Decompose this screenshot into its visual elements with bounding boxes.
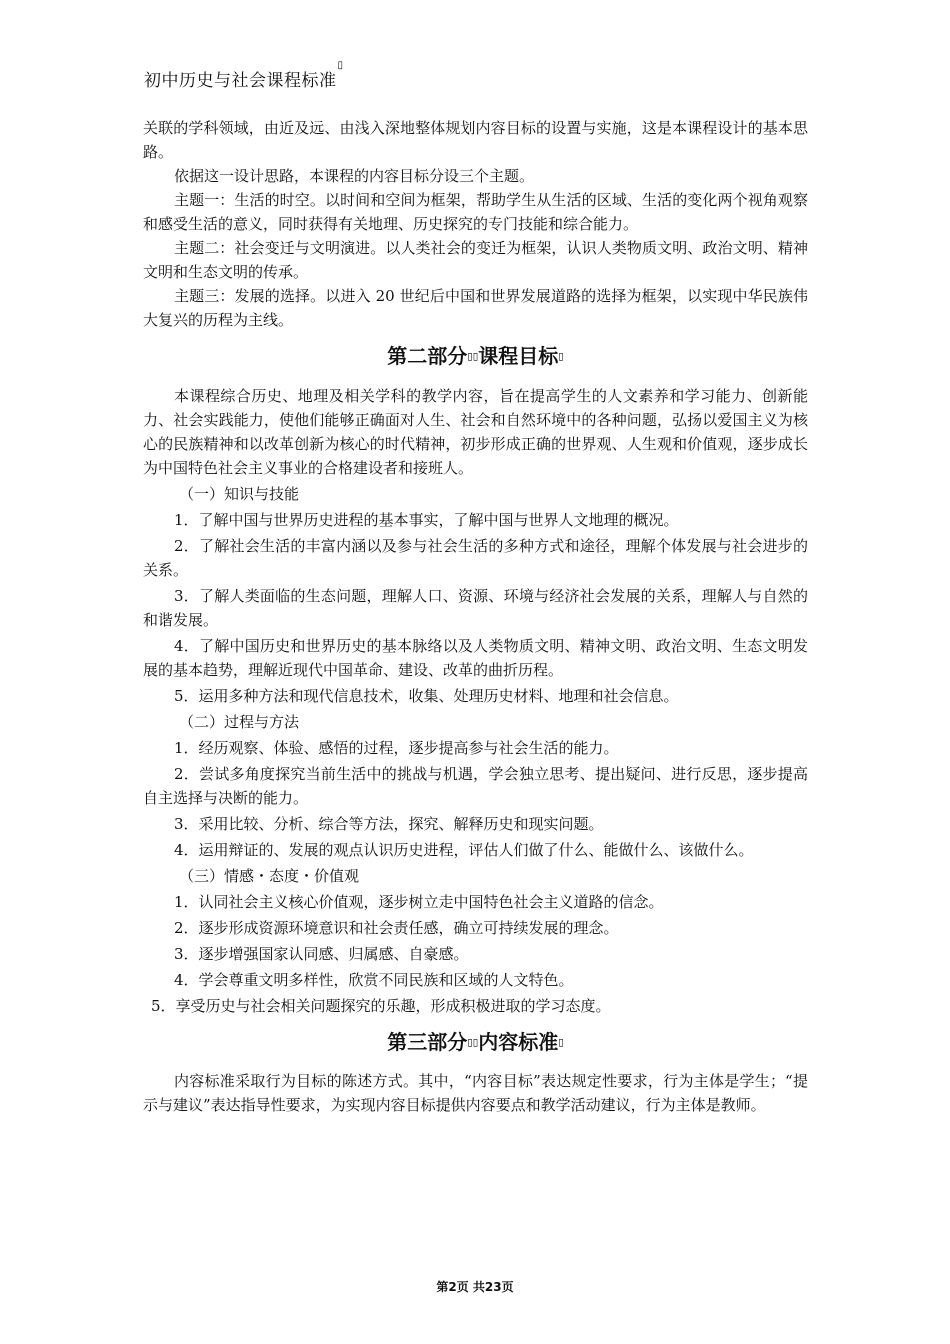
section3-separator: ▯▯	[467, 1037, 479, 1048]
header-title: 初中历史与社会课程标准	[144, 71, 337, 91]
section2-mark: ▯	[558, 351, 564, 363]
attitude-item-5: 5．享受历史与社会相关问题探究的乐趣，形成积极进取的学习态度。	[151, 996, 611, 1015]
subheading-knowledge-skills: （一）知识与技能	[179, 484, 300, 503]
attitude-item-1: 1．认同社会主义核心价值观，逐步树立走中国特色社会主义道路的信念。	[174, 892, 664, 911]
section2-name: 课程目标	[478, 344, 559, 368]
process-item-1: 1．经历观察、体验、感悟的过程，逐步提高参与社会生活的能力。	[174, 738, 619, 757]
page-footer: 第2页 共23页	[436, 1280, 514, 1294]
intro-paragraph-1: 关联的学科领域，由近及远、由浅入深地整体规划内容目标的设置与实施，这是本课程设计的基本思路。	[143, 119, 808, 161]
section2-intro: 本课程综合历史、地理及相关学科的教学内容，旨在提高学生的人文素养和学习能力、创新能力、社会实践能力，使他们能够正确面对人生、社会和自然环境中的各种问题，弘扬以爱国主义为核心的民族精神和以改革创新为核心的时代精神，初步形成正确的世界观、人生观和价值观，逐步成长为中国特色社会主义事业的合格建设者和接班人。	[143, 386, 808, 477]
knowledge-item-4: 4．了解中国历史和世界历史的基本脉络以及人类物质文明、精神文明、政治文明、生态文明发展的基本趋势，理解近现代中国革命、建设、改革的曲折历程。	[143, 636, 808, 679]
subheading-process-methods: （二）过程与方法	[179, 712, 300, 731]
attitude-item-2: 2．逐步形成资源环境意识和社会责任感，确立可持续发展的理念。	[174, 918, 619, 937]
knowledge-item-3: 3．了解人类面临的生态问题，理解人口、资源、环境与经济社会发展的关系，理解人与自然的和谐发展。	[143, 586, 808, 629]
section3-heading	[143, 1028, 808, 1058]
running-header	[144, 60, 344, 91]
knowledge-item-2: 2．了解社会生活的丰富内涵以及参与社会生活的多种方式和途径，理解个体发展与社会进步的关系。	[143, 536, 808, 579]
knowledge-item-1: 1．了解中国与世界历史进程的基本事实，了解中国与世界人文地理的概况。	[174, 510, 679, 529]
subheading-attitude-values: （三）情感・态度・价值观	[179, 866, 360, 885]
theme-two-paragraph: 主题二：社会变迁与文明演进。以人类社会的变迁为框架，认识人类物质文明、政治文明、精神文明和生态文明的传承。	[143, 239, 808, 281]
section3-title: 第三部分	[387, 1029, 468, 1054]
theme-one-paragraph: 主题一：生活的时空。以时间和空间为框架，帮助学生从生活的区域、生活的变化两个视角观察和感受生活的意义，同时获得有关地理、历史探究的专门技能和综合能力。	[143, 191, 808, 233]
section2-title: 第二部分	[387, 344, 468, 368]
attitude-item-4: 4．学会尊重文明多样性，欣赏不同民族和区域的人文特色。	[174, 970, 574, 989]
page-body	[143, 116, 808, 1117]
knowledge-item-5: 5．运用多种方法和现代信息技术，收集、处理历史材料、地理和社会信息。	[174, 686, 679, 705]
process-item-4: 4．运用辩证的、发展的观点认识历史进程，评估人们做了什么、能做什么、该做什么。	[174, 840, 754, 859]
attitude-item-3: 3．逐步增强国家认同感、归属感、自豪感。	[174, 944, 469, 963]
intro-paragraph-2: 依据这一设计思路，本课程的内容目标分设三个主题。	[174, 167, 535, 185]
section3-intro: 内容标准采取行为目标的陈述方式。其中，“内容目标”表达规定性要求，行为主体是学生；“提示与建议”表达指导性要求，为实现内容目标提供内容要点和教学活动建议，行为主体是教师。	[143, 1072, 808, 1114]
theme-three-paragraph: 主题三：发展的选择。以进入 20 世纪后中国和世界发展道路的选择为框架，以实现中华民族伟大复兴的历程为主线。	[143, 287, 808, 329]
header-mark: ▯	[337, 60, 344, 71]
section3-name: 内容标准	[478, 1029, 559, 1054]
process-item-3: 3．采用比较、分析、综合等方法，探究、解释历史和现实问题。	[174, 814, 604, 833]
process-item-2: 2．尝试多角度探究当前生活中的挑战与机遇，学会独立思考、提出疑问、进行反思，逐步提高自主选择与决断的能力。	[143, 764, 808, 807]
section2-heading	[143, 342, 808, 372]
section3-mark: ▯	[558, 1037, 564, 1048]
section2-separator: ▯▯	[467, 351, 479, 363]
